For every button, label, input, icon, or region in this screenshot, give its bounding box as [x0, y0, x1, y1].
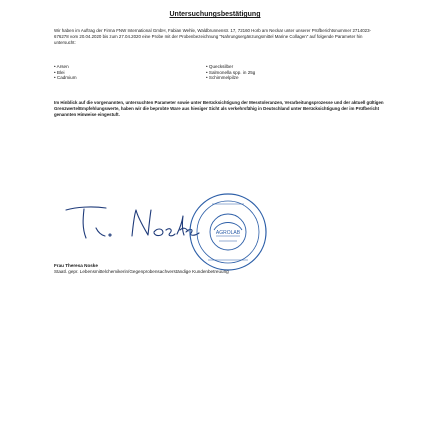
- parameter-item: • Blei: [54, 69, 65, 75]
- signer-name: Frau Theresa Noske: [54, 263, 98, 268]
- agrolab-stamp: [186, 190, 270, 274]
- parameter-item: • Schimmelpilze: [206, 75, 239, 81]
- document-title: Untersuchungsbestätigung: [169, 11, 261, 18]
- handwritten-signature: [62, 198, 202, 248]
- parameter-column-right: [206, 64, 356, 81]
- stamp-text: AGROLAB: [215, 230, 241, 236]
- parameter-column-left: [54, 64, 204, 81]
- parameter-item: • Salmonella spp. in 25g: [206, 69, 256, 75]
- signer-block: [54, 263, 254, 274]
- intro-paragraph: Wir haben im Auftrag der Firma FNW International GmbH, Fabian Wehle, Waldbrunnenstr. 17, 72160 Horb am Neckar unter unserer Prüfberichtsnummer 2714023-676278 vom 20.04.2020 bis zum 27.04.2020 eine Probe mit der Probenbezeichnung "Nahrungsergänzungsmittel Marine Collagen" auf folgende Parameter hin untersucht:: [54, 28, 371, 46]
- signer-role: Staatl. gepr. Lebensmittelchemikerin/Gegenprobensachverständige Kundenbetreuung: [54, 268, 229, 274]
- parameter-item: • Arsen: [54, 64, 69, 69]
- parameter-item: • Cadmium: [54, 75, 77, 81]
- parameter-item: • Quecksilber: [206, 64, 234, 69]
- conclusion-paragraph: Im Hinblick auf die vorgenannten, untersuchten Parameter sowie unter Berücksichtigung der Messtoleranzen, Verarbeitungsprozesse und der aktuell gültigen Grenzwerte/Empfehlungswerte, haben wir die beprobte Ware aus hiesiger Sicht als verkehrsfähig in Deutschland unter Berücksichtigung der im Prüfbericht genannten Hinweise eingestuft.: [54, 100, 384, 117]
